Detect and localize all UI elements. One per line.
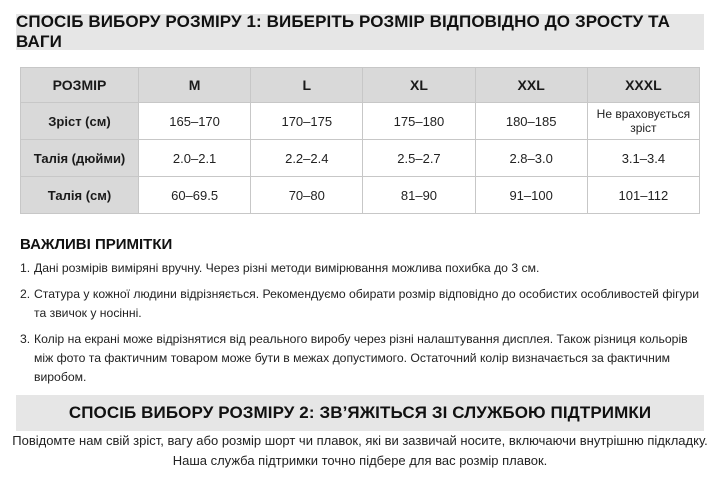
row-label-waist-inches: Талія (дюйми) xyxy=(21,140,139,177)
list-item-number: 3. xyxy=(20,332,31,346)
list-item-text: Статура у кожної людини відрізняється. Рекомендуємо обирати розмір відповідно до особистих особливостей фігури та звичок у носінні. xyxy=(34,287,700,320)
table-cell: 81–90 xyxy=(363,177,475,214)
table-cell: 180–185 xyxy=(475,103,587,140)
list-item xyxy=(20,259,700,278)
contact-text xyxy=(0,431,720,471)
table-cell: 101–112 xyxy=(587,177,699,214)
table-cell: 91–100 xyxy=(475,177,587,214)
table-cell: 70–80 xyxy=(251,177,363,214)
table-cell: 2.5–2.7 xyxy=(363,140,475,177)
header-cell-m: M xyxy=(139,68,251,103)
row-label-height: Зріст (см) xyxy=(21,103,139,140)
table-cell: Не враховується зріст xyxy=(587,103,699,140)
list-item xyxy=(20,285,700,323)
table-row xyxy=(21,103,700,140)
header-cell-l: L xyxy=(251,68,363,103)
method2-title: СПОСІБ ВИБОРУ РОЗМІРУ 2: ЗВ’ЯЖІТЬСЯ ЗІ СЛУЖБОЮ ПІДТРИМКИ xyxy=(68,403,652,422)
table-cell: 2.8–3.0 xyxy=(475,140,587,177)
table-cell: 3.1–3.4 xyxy=(587,140,699,177)
row-label-waist-cm: Талія (см) xyxy=(21,177,139,214)
list-item xyxy=(20,330,700,387)
list-item-text: Дані розмірів виміряні вручну. Через різні методи вимірювання можлива похибка до 3 см. xyxy=(34,261,540,275)
table-cell: 2.0–2.1 xyxy=(139,140,251,177)
contact-line-2: Наша служба підтримки точно підбере для вас розмір плавок. xyxy=(172,453,548,468)
table-row xyxy=(21,177,700,214)
size-chart-table xyxy=(20,67,700,214)
method1-banner xyxy=(16,14,704,50)
table-row xyxy=(21,140,700,177)
method2-banner xyxy=(16,395,704,431)
table-cell: 170–175 xyxy=(251,103,363,140)
header-cell-xxxl: XXXL xyxy=(587,68,699,103)
table-cell: 175–180 xyxy=(363,103,475,140)
table-header-row xyxy=(21,68,700,103)
notes-title: ВАЖЛИВІ ПРИМІТКИ xyxy=(20,236,173,253)
method1-title: СПОСІБ ВИБОРУ РОЗМІРУ 1: ВИБЕРІТЬ РОЗМІР ВІДПОВІДНО ДО ЗРОСТУ ТА ВАГИ xyxy=(16,12,670,51)
table-cell: 165–170 xyxy=(139,103,251,140)
notes-list xyxy=(20,259,700,394)
table-cell: 2.2–2.4 xyxy=(251,140,363,177)
list-item-number: 2. xyxy=(20,287,31,301)
header-cell-size: РОЗМІР xyxy=(21,68,139,103)
header-cell-xl: XL xyxy=(363,68,475,103)
contact-line-1: Повідомте нам свій зріст, вагу або розмір шорт чи плавок, які ви зазвичай носите, включаючи внутрішню підкладку. xyxy=(12,433,708,448)
list-item-text: Колір на екрані може відрізнятися від реального виробу через різні налаштування дисплея. Також різниця кольорів між фото та фактичним товаром може бути в межах допустимого. Остаточний колір визначається за фактичним виробом. xyxy=(34,332,688,384)
header-cell-xxl: XXL xyxy=(475,68,587,103)
list-item-number: 1. xyxy=(20,261,31,275)
table-cell: 60–69.5 xyxy=(139,177,251,214)
